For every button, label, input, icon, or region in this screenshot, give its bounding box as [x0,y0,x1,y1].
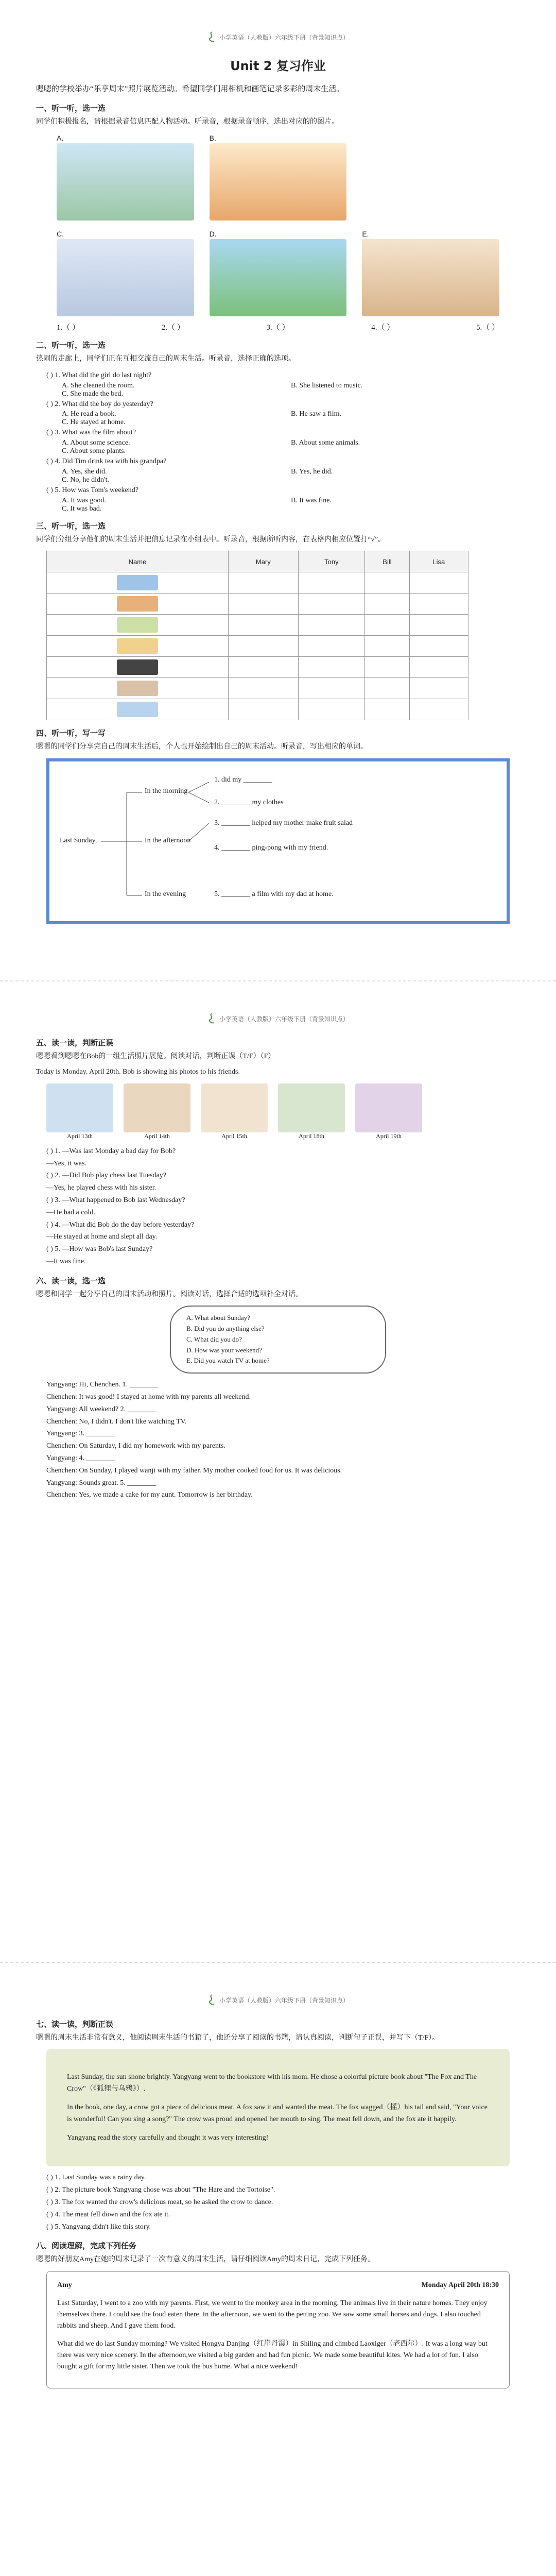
tf-line: ( ) 4. The meat fell down and the fox ate it. [46,2210,170,2218]
picture-label: C. [57,230,64,239]
answer-blank[interactable]: 5.（ ） [476,324,499,332]
activity-image [117,638,158,654]
section-7-instructions: 嗯嗯的周末生活非常有意义，他阅读周末生活的书籍了，他还分享了阅读的书籍，请认真阅读，判断句子正误，并写下（T/F）。 [36,2034,440,2042]
question-options [62,497,520,505]
page-2 [0,981,556,1963]
check-cell[interactable] [365,615,410,636]
activity-image [117,617,158,633]
option[interactable]: A. She cleaned the room. [62,381,135,389]
question-options [62,505,520,513]
answer-blank[interactable]: 3.（ ） [266,324,290,332]
check-cell[interactable] [298,699,365,720]
dialog-line: —Yes, he played chess with his sister. [46,1184,157,1192]
option[interactable]: A. Yes, she did. [62,467,107,476]
option[interactable]: C. About some plants. [62,447,126,455]
dialog-line: Chenchen: Yes, we made a cake for my aunt. Tomorrow is her birthday. [46,1491,253,1499]
dialog-line: Chenchen: No, I didn't. I don't like watching TV. [46,1417,187,1426]
check-cell[interactable] [365,657,410,678]
activity-cell [47,699,229,720]
check-cell[interactable] [298,636,365,657]
page-3 [0,1963,556,2576]
check-cell[interactable] [409,657,468,678]
activity-image [117,702,158,717]
check-cell[interactable] [298,657,365,678]
question-options [62,382,520,390]
page-header [36,1994,520,2006]
tf-questions [46,2172,520,2233]
check-cell[interactable] [409,699,468,720]
option[interactable]: C. It was bad. [62,504,102,513]
picture-label: D. [209,230,217,239]
check-cell[interactable] [409,594,468,615]
fill-line-2[interactable]: 2. ________ my clothes [214,798,284,806]
mind-map [60,772,496,911]
logo-icon [207,31,216,43]
page-header [36,1012,520,1025]
option-item: B. Did you do anything else? [186,1324,265,1332]
section-5-instructions: 嗯嗯看到嗯嗯在Bob的一组生活照片展览。阅读对话，判断正误（T/F）（F） [36,1053,275,1060]
check-cell[interactable] [229,678,299,699]
question-text: ( ) 3. What was the film about? [46,429,136,437]
timeline-item [201,1083,268,1140]
activity-table [46,551,468,720]
logo-icon [207,1012,216,1025]
question-options [62,390,520,398]
check-cell[interactable] [409,636,468,657]
section-1-instructions: 同学们积极报名，请根据录音信息匹配人物活动。听录音，根据录音顺序，选出对应的的图片。 [36,118,339,126]
check-cell[interactable] [229,572,299,594]
question-options [62,476,520,484]
dialog-line: —He had a cold. [46,1208,95,1216]
photo-image [278,1083,345,1132]
check-cell[interactable] [365,594,410,615]
dialog-line: ( ) 2. —Did Bob play chess last Tuesday? [46,1172,166,1180]
dialog-line: Yangyang: 3. ________ [46,1430,115,1438]
fill-line-4[interactable]: 4. ________ ping-pong with my friend. [214,843,328,852]
option[interactable]: C. He stayed at home. [62,418,126,427]
option[interactable]: C. No, he didn't. [62,476,109,484]
table-row [47,615,468,636]
activity-image [117,596,158,612]
question-options [62,468,520,476]
section-8-instructions: 嗯嗯的好朋友Amy在她的周末记录了一次有意义的周末生活，请仔细阅读Amy的周末日记，完成下列任务。 [36,2256,375,2264]
dialog-line: Chenchen: It was good! I stayed at home with my parents all weekend. [46,1393,251,1401]
section-3-title: 三、听一听，选一选 [36,521,106,531]
diary-header [57,2280,499,2291]
dialog-line: ( ) 5. —How was Bob's last Sunday? [46,1245,153,1253]
activity-cell [47,615,229,636]
table-row [47,678,468,699]
check-cell[interactable] [365,572,410,594]
check-cell[interactable] [298,594,365,615]
dialog-line: Chenchen: On Sunday, I played wanji with my father. My mother cooked food for us. It was delicious. [46,1466,342,1475]
check-cell[interactable] [229,636,299,657]
dialog-line: —He stayed at home and slept all day. [46,1233,158,1241]
answer-blank[interactable]: 2.（ ） [161,324,185,332]
check-cell[interactable] [298,678,365,699]
tf-line: ( ) 3. The fox wanted the crow's delicious meat, so he asked the crow to dance. [46,2198,273,2206]
option[interactable]: C. She made the bed. [62,389,123,398]
section-1-pictures [57,133,499,316]
question-options [62,439,520,447]
question-text: ( ) 4. Did Tim drink tea with his grandpa? [46,457,167,466]
check-cell[interactable] [229,699,299,720]
option[interactable]: A. About some science. [62,439,130,447]
question-options [62,447,520,455]
illustration-kid-reading-chair [362,239,499,316]
photo-image [124,1083,190,1132]
illustration-kids-reading [57,143,194,221]
photo-date: April 18th [299,1132,324,1140]
section-4-instructions: 嗯嗯的同学们分享完自己的周末生活后，个人也开始绘制出自己的周末活动。听录音，写出相应的单词。 [36,743,368,751]
activity-cell [47,636,229,657]
diary-date: Monday April 20th 18:30 [421,2281,499,2289]
photo-date: April 13th [67,1132,93,1140]
picture-label: A. [57,134,64,143]
section-2-questions [36,369,520,513]
check-cell[interactable] [365,699,410,720]
illustration-outdoor-park [210,239,347,316]
options-cloud [170,1306,386,1374]
picture-e [362,229,499,316]
dialog-line: Chenchen: On Saturday, I did my homework with my parents. [46,1442,225,1450]
tf-line: ( ) 1. Last Sunday was a rainy day. [46,2174,146,2182]
picture-label: B. [209,134,216,143]
tf-line: ( ) 2. The picture book Yangyang chose was about "The Hare and the Tortoise". [46,2186,275,2194]
question-options [62,410,520,418]
story-paragraph: Yangyang read the story carefully and thought it was very interesting! [67,2133,269,2142]
option[interactable]: B. Yes, he did. [291,467,333,476]
tf-line: ( ) 5. Yangyang didn't like this story. [46,2223,151,2231]
activity-image [117,575,158,590]
section-1-title: 一、听一听，选一选 [36,104,106,113]
answer-blank[interactable]: 1.（ ） [57,324,80,332]
option[interactable]: A. He read a book. [62,410,116,418]
activity-cell [47,678,229,699]
intro-text: 嗯嗯的学校举办“乐享周末”照片展览活动。希望同学们用相机和画笔记录多彩的周末生活。 [36,85,344,93]
table-header: Name [47,551,229,572]
timeline-item [355,1083,422,1140]
option[interactable]: A. It was good. [62,496,106,504]
dialog-line: ( ) 3. —What happened to Bob last Wednesday? [46,1196,185,1204]
section-5-title: 五、读一读，判断正误 [36,1038,114,1047]
mind-map-center: Last Sunday, [60,836,97,844]
picture-d [210,229,347,316]
photo-date: April 19th [376,1132,402,1140]
option-item: A. What about Sunday? [186,1314,250,1322]
picture-c [57,229,194,316]
activity-cell [47,572,229,594]
photo-image [201,1083,268,1132]
logo-icon [207,1994,216,2006]
timeline-item [124,1083,190,1140]
dialog-line: Yangyang: Hi, Chenchen. 1. ________ [46,1381,159,1389]
header-text: 小学英语（人教版）六年级下册（背景知识点） [219,1015,349,1023]
story-book [46,2049,510,2166]
table-row [47,594,468,615]
page-header [36,31,520,43]
timeline-item [278,1083,345,1140]
table-header: Lisa [409,551,468,572]
illustration-boy-at-table [210,143,347,221]
option-item: C. What did you do? [186,1335,242,1343]
section-2-instructions: 热闹的走廊上，同学们正在互相交流自己的周末生活。听录音，选择正确的选项。 [36,355,296,363]
photo-timeline [46,1083,510,1140]
mind-map-morning: In the morning [145,787,188,795]
dialog-line: —Yes, it was. [46,1159,86,1167]
diary-name: Amy [57,2281,72,2289]
option[interactable]: B. About some animals. [291,439,360,447]
check-cell[interactable] [229,657,299,678]
dialog-line: Yangyang: 4. ________ [46,1454,115,1462]
mind-map-frame [46,758,510,924]
question-options [62,418,520,427]
amy-diary [46,2271,510,2388]
question-text: ( ) 5. How was Tom's weekend? [46,486,138,494]
story-paragraph: Last Sunday, the sun shone brightly. Yangyang went to the bookstore with his mom. He chose a colorful picture book about "The Fox and The Crow"（《狐狸与乌鸦》）. [67,2073,477,2093]
option[interactable]: B. It was fine. [291,496,332,504]
photo-date: April 15th [221,1132,247,1140]
table-row [47,572,468,594]
diary-paragraph: Last Saturday, I went to a zoo with my parents. First, we went to the monkey area in the morning. The animals live in their nature homes. They enjoy themselves there. I could see the food eaten there. In the afternoon, we went to the petting zoo. We saw some small horses and dogs. I also touched rabbits and sheep. And I gave them food. [57,2299,488,2330]
option[interactable]: B. He saw a film. [291,410,341,418]
option[interactable]: B. She listened to music. [291,381,363,389]
dialog-line: Yangyang: Sounds great. 5. ________ [46,1479,157,1487]
option-item: E. Did you watch TV at home? [186,1357,270,1365]
check-cell[interactable] [365,636,410,657]
option-item: D. How was your weekend? [186,1346,262,1354]
table-row [47,636,468,657]
timeline-item [46,1083,113,1140]
mind-map-afternoon: In the afternoon [145,836,191,844]
section-2-title: 二、听一听，选一选 [36,341,106,350]
fill-line-1[interactable]: 1. did my ________ [214,775,272,784]
section-5-subtitle: Today is Monday. April 20th. Bob is showing his photos to his friends. [36,1068,240,1076]
table-header: Bill [365,551,410,572]
check-cell[interactable] [229,594,299,615]
picture-b [210,133,347,221]
fill-line-5[interactable]: 5. ________ a film with my dad at home. [214,890,334,898]
photo-date: April 14th [144,1132,170,1140]
page-1 [0,0,556,981]
dialog-fill [46,1379,520,1501]
section-1-answers [57,321,499,332]
photo-image [46,1083,113,1132]
question-text: ( ) 1. What did the girl do last night? [46,371,152,379]
check-cell[interactable] [229,615,299,636]
section-6-title: 六、读一读，选一选 [36,1276,106,1285]
activity-image [117,681,158,696]
fill-line-3[interactable]: 3. ________ helped my mother make fruit salad [214,819,353,827]
activity-cell [47,594,229,615]
header-text: 小学英语（人教版）六年级下册（背景知识点） [219,33,349,41]
unit-title: Unit 2 复习作业 [230,59,326,73]
section-3-instructions: 同学们分组分享他们的周末生活并把信息记录在小组表中。听录音，根据所听内容，在表格内相应位置打“√”。 [36,535,386,544]
dialog-tf [46,1145,520,1268]
dialog-line: ( ) 1. —Was last Monday a bad day for Bob? [46,1147,176,1155]
picture-label: E. [362,230,369,239]
picture-a [57,133,194,221]
check-cell[interactable] [409,678,468,699]
table-row [47,699,468,720]
diary-paragraph: What did we do last Sunday morning? We visited Hongya Danjing（红崖丹霞）in Shiling and climbed Laoxiger（老西尔）. It was a long way but there was very nice scenery. In the afternoon,we visited a big garden and had fun picnic. We made some beautiful kites. We had a lot of fun. I also bought a gift for my little sister. Then we took the bus home. What a nice weekend! [57,2340,488,2370]
dialog-line: ( ) 4. —What did Bob do the day before yesterday? [46,1221,195,1229]
table-header: Mary [229,551,299,572]
section-4-title: 四、听一听，写一写 [36,728,106,738]
section-8-title: 八、阅读理解，完成下列任务 [36,2241,137,2251]
answer-blank[interactable]: 4.（ ） [371,324,395,332]
dialog-line: —It was fine. [46,1257,86,1265]
activity-cell [47,657,229,678]
check-cell[interactable] [298,572,365,594]
check-cell[interactable] [409,572,468,594]
check-cell[interactable] [409,615,468,636]
section-6-instructions: 嗯嗯和同学一起分享自己的周末活动和照片。阅读对话，选择合适的选项补全对话。 [36,1290,303,1298]
section-7-title: 七、读一读，判断正误 [36,2020,114,2029]
check-cell[interactable] [365,678,410,699]
table-header: Tony [298,551,365,572]
diary-body [57,2298,499,2372]
mind-map-evening: In the evening [145,890,186,898]
dialog-line: Yangyang: All weekend? 2. ________ [46,1405,157,1413]
table-row [47,657,468,678]
photo-image [355,1083,422,1132]
story-paragraph: In the book, one day, a crow got a piece of delicious meat. A fox saw it and wanted the meat. The fox wagged（摇）his tail and said, "Your voice is wonderful! Can you sing a song?" The crow was proud and opened her mouth to sing. The meat fell down, and the fox ate it happily. [67,2104,488,2123]
activity-image [117,659,158,675]
activity-table-body [47,572,468,720]
header-text: 小学英语（人教版）六年级下册（背景知识点） [219,1996,349,2004]
picture-empty [362,133,499,221]
check-cell[interactable] [298,615,365,636]
question-text: ( ) 2. What did the boy do yesterday? [46,400,153,408]
illustration-girl-cleaning [57,239,194,316]
